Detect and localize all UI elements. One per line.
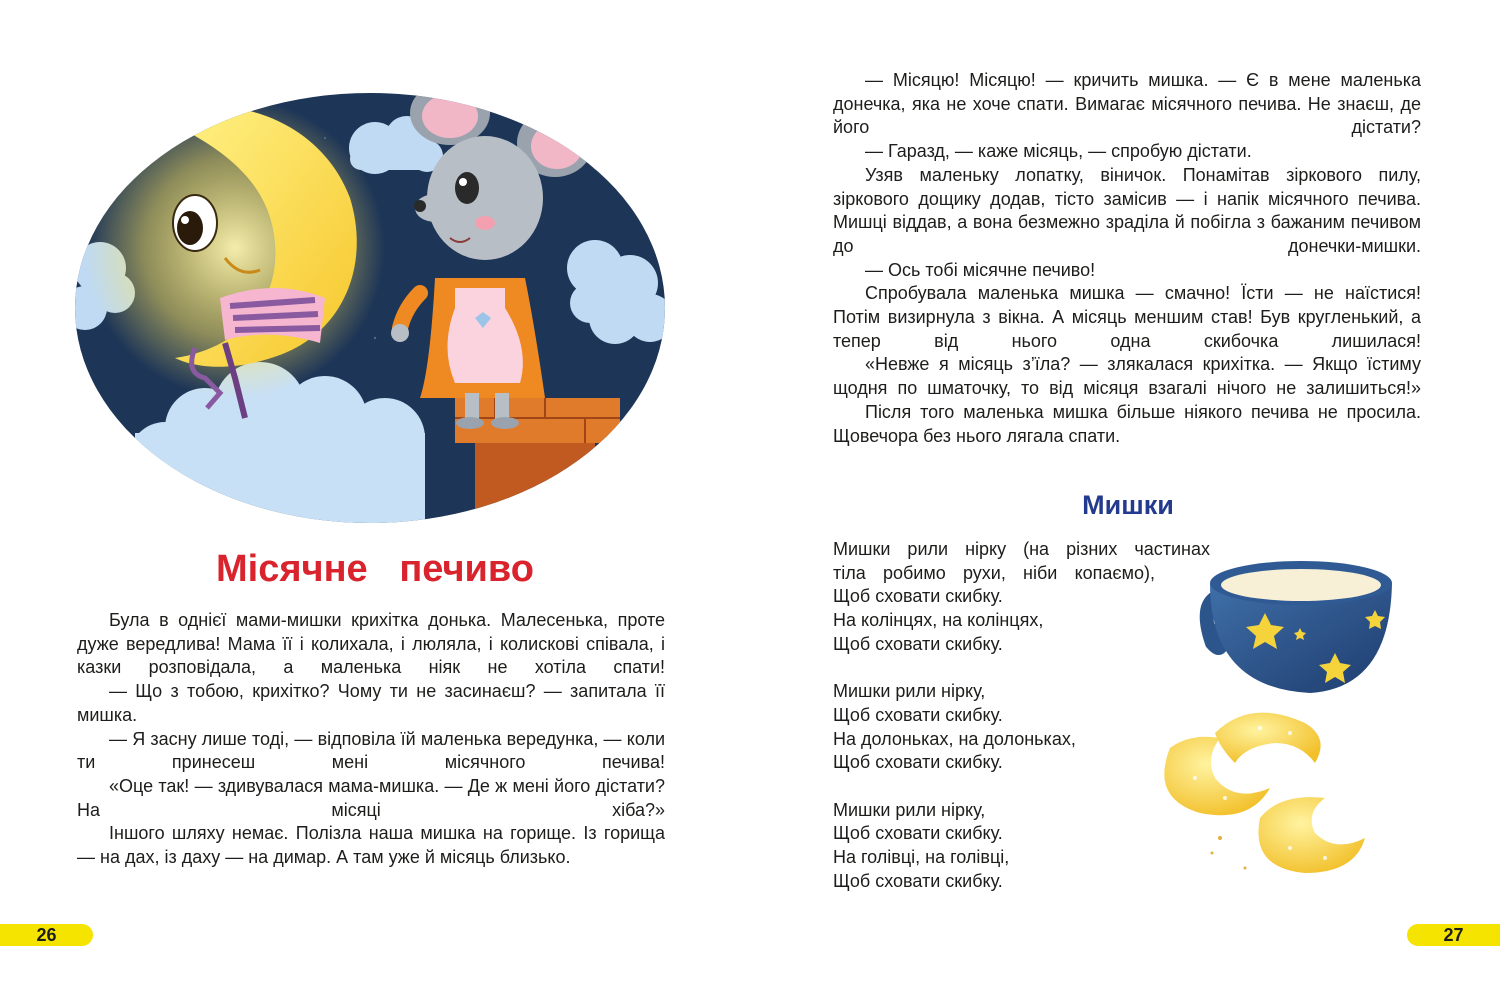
story-title: Місячне печиво (216, 548, 534, 590)
paragraph: Узяв маленьку лопатку, віничок. Понамітав зіркового пилу, зіркового дощику додав, тісто замісив — і напік місячного печива. Мишці віддав, а вона безмежно зраділа й побігла з бажаним печивом до донечки-мишки. (833, 164, 1421, 256)
poem-title: Мишки (1082, 490, 1174, 520)
paragraph: Спробувала маленька мишка — смачно! Їсти — не наїстися! Потім визирнула з вікна. А місяць меншим став! Був кругленький, а тепер від нього одна скибочка лишилася! (833, 283, 1421, 351)
cup-and-cookies-illustration (1140, 548, 1410, 888)
poem-line: Щоб сховати скибку. (833, 704, 1003, 725)
poem-line: На голівці, на голівці, (833, 847, 1010, 868)
moon-and-mouse-illustration (75, 78, 665, 523)
story-text-right (833, 69, 1421, 448)
blue-cup (1207, 561, 1392, 693)
poem-line: Мишки рили нірку, (833, 799, 986, 820)
poem-line: На колінцях, на колінцях, (833, 610, 1044, 631)
paragraph: Іншого шляху немає. Полізла наша мишка на горище. Із горища — на дах, із даху — на димар. А там уже й місяць близько. (77, 823, 665, 868)
poem-line: Мишки рили нірку, (833, 681, 986, 702)
poem-note: (на різних частинах (1023, 539, 1210, 559)
paragraph: — Місяцю! Місяцю! — кричить мишка. — Є в мене маленька донечка, яка не хоче спати. Вимагає місячного печива. Не знаєш, де його дістати? (833, 70, 1421, 138)
paragraph: «Оце так! — здивувалася мама-мишка. — Де ж мені його дістати? На місяці хіба?» (77, 775, 665, 820)
paragraph: Після того маленька мишка більше ніякого печива не просила. Щовечора без нього лягала спати. (833, 401, 1421, 446)
poem-line: На долоньках, на долоньках, (833, 728, 1076, 749)
crescent-cookies (1164, 713, 1365, 873)
poem-text: Мишки рили нірку (833, 539, 1007, 559)
paragraph: — Гаразд, — каже місяць, — спробую дістати. (865, 141, 1252, 162)
poem-line: Щоб сховати скибку. (833, 633, 1003, 654)
poem-note: тіла робимо рухи, ніби копаємо), (833, 562, 1155, 583)
paragraph: — Що з тобою, крихітко? Чому ти не засинаєш? — запитала її мишка. (77, 681, 665, 725)
paragraph: Була в однієї мами-мишки крихітка донька. Малесенька, проте дуже вередлива! Мама її і колихала, і люляла, і колискові співала, і казки розповідала, а маленька ніяк не хотіла спати! (77, 610, 665, 678)
poem-line: Щоб сховати скибку. (833, 752, 1003, 773)
page-number-right: 27 (1407, 924, 1500, 946)
chimney (455, 398, 620, 523)
poem-line: Щоб сховати скибку. (833, 870, 1003, 891)
paragraph: «Невже я місяць з’їла? — злякалася крихітка. — Якщо їстиму щодня по шматочку, то від місяця взагалі нічого не залишиться!» (833, 354, 1421, 399)
story-text-left (77, 609, 665, 870)
paragraph: — Я засну лише тоді, — відповіла їй маленька вередунка, — коли ти принесеш мені місячного печива! (77, 728, 665, 773)
page-number-left: 26 (0, 924, 93, 946)
poem-line: Щоб сховати скибку. (833, 823, 1003, 844)
paragraph: — Ось тобі місячне печиво! (865, 259, 1096, 280)
poem-line: Щоб сховати скибку. (833, 586, 1003, 607)
